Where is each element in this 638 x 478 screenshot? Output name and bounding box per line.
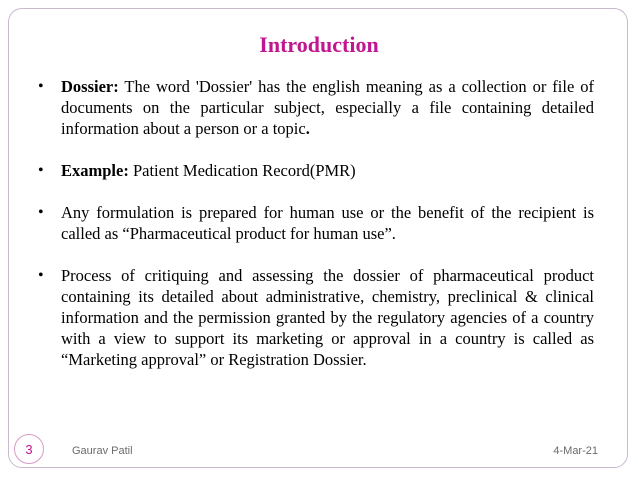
bullet-text: Process of critiquing and assessing the dossier of pharmaceutical product containing its detailed about administrative, chemistry, preclinical & clinical information and the permission granted by the regulatory agencies of a country with a view to support its marketing or approval in a country is called as “Marketing approval” or Registration Dossier. [61, 266, 594, 369]
bullet-list [38, 76, 594, 391]
footer-author: Gaurav Patil [72, 445, 133, 457]
bullet-item-dossier [38, 76, 594, 139]
bullet-text: The word 'Dossier' has the english meaning as a collection or file of documents on the particular subject, especially a file containing detailed information about a person or a topic [61, 77, 594, 138]
bullet-text: Any formulation is prepared for human use or the benefit of the recipient is called as “Pharmaceutical product for human use”. [61, 203, 594, 243]
bullet-text: Patient Medication Record(PMR) [128, 161, 356, 180]
bullet-icon: • [38, 267, 44, 284]
bullet-item-example [38, 160, 594, 181]
footer-date: 4-Mar-21 [553, 445, 598, 457]
bullet-trail: . [305, 119, 310, 138]
bullet-icon: • [38, 204, 44, 221]
page-number-badge: 3 [14, 434, 44, 464]
slide-title: Introduction [259, 32, 379, 57]
bullet-item-process [38, 265, 594, 370]
bullet-term: Example: [61, 161, 129, 180]
bullet-icon: • [38, 162, 44, 179]
bullet-term: Dossier: [61, 77, 119, 96]
bullet-item-formulation [38, 202, 594, 244]
bullet-icon: • [38, 78, 44, 95]
